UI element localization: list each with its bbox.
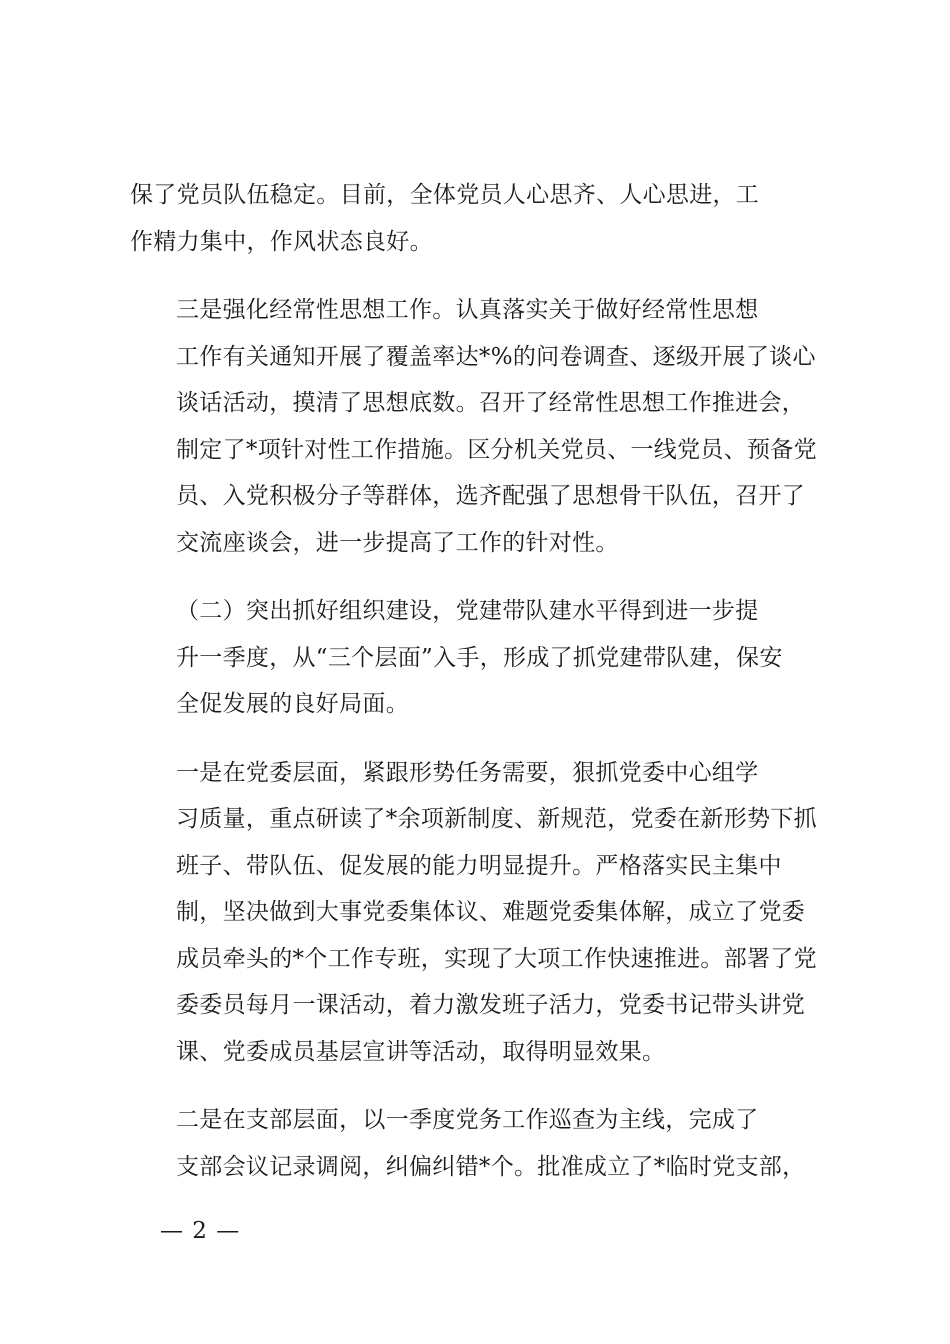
page-number: — 2 — xyxy=(160,1218,241,1244)
text-line: 作精力集中，作风状态良好。 xyxy=(130,228,433,255)
paragraph xyxy=(130,1097,830,1190)
paragraph xyxy=(130,287,830,566)
text-line: 课、党委成员基层宣讲等活动，取得明显效果。 xyxy=(176,1038,666,1065)
text-line: 习质量，重点研读了*余项新制度、新规范，党委在新形势下抓 xyxy=(176,806,817,832)
text-line: 班子、带队伍、促发展的能力明显提升。严格落实民主集中 xyxy=(176,852,782,879)
text-line: 成员牵头的*个工作专班，实现了大项工作快速推进。部署了党 xyxy=(176,945,817,972)
text-line: 制，坚决做到大事党委集体议、难题党委集体解，成立了党委 xyxy=(176,899,806,925)
text-line: （二）突出抓好组织建设，党建带队建水平得到进一步提 xyxy=(176,598,759,624)
paragraph xyxy=(130,750,830,1076)
text-line: 一是在党委层面，紧跟形势任务需要，狠抓党委中心组学 xyxy=(176,759,759,786)
document-body xyxy=(130,172,830,1190)
text-line: 三是强化经常性思想工作。认真落实关于做好经常性思想 xyxy=(176,297,759,323)
text-line: 支部会议记录调阅，纠偏纠错*个。批准成立了*临时党支部， xyxy=(176,1153,806,1180)
section-heading-paragraph xyxy=(130,588,830,728)
text-line: 全促发展的良好局面。 xyxy=(176,691,409,717)
paragraph xyxy=(130,172,830,265)
text-line: 委委员每月一课活动，着力激发班子活力，党委书记带头讲党 xyxy=(176,992,806,1018)
text-line: 交流座谈会，进一步提高了工作的针对性。 xyxy=(176,529,619,556)
text-line: 升一季度，从“三个层面”入手，形成了抓党建带队建，保安 xyxy=(176,644,783,671)
text-line: 保了党员队伍稳定。目前，全体党员人心思齐、人心思进，工 xyxy=(130,182,760,208)
text-line: 员、入党积极分子等群体，选齐配强了思想骨干队伍，召开了 xyxy=(176,483,806,509)
text-line: 制定了*项针对性工作措施。区分机关党员、一线党员、预备党 xyxy=(176,436,817,463)
text-line: 工作有关通知开展了覆盖率达*%的问卷调查、逐级开展了谈心 xyxy=(176,343,816,370)
text-line: 二是在支部层面，以一季度党务工作巡查为主线，完成了 xyxy=(176,1107,759,1133)
text-line: 谈话活动，摸清了思想底数。召开了经常性思想工作推进会， xyxy=(176,390,806,416)
